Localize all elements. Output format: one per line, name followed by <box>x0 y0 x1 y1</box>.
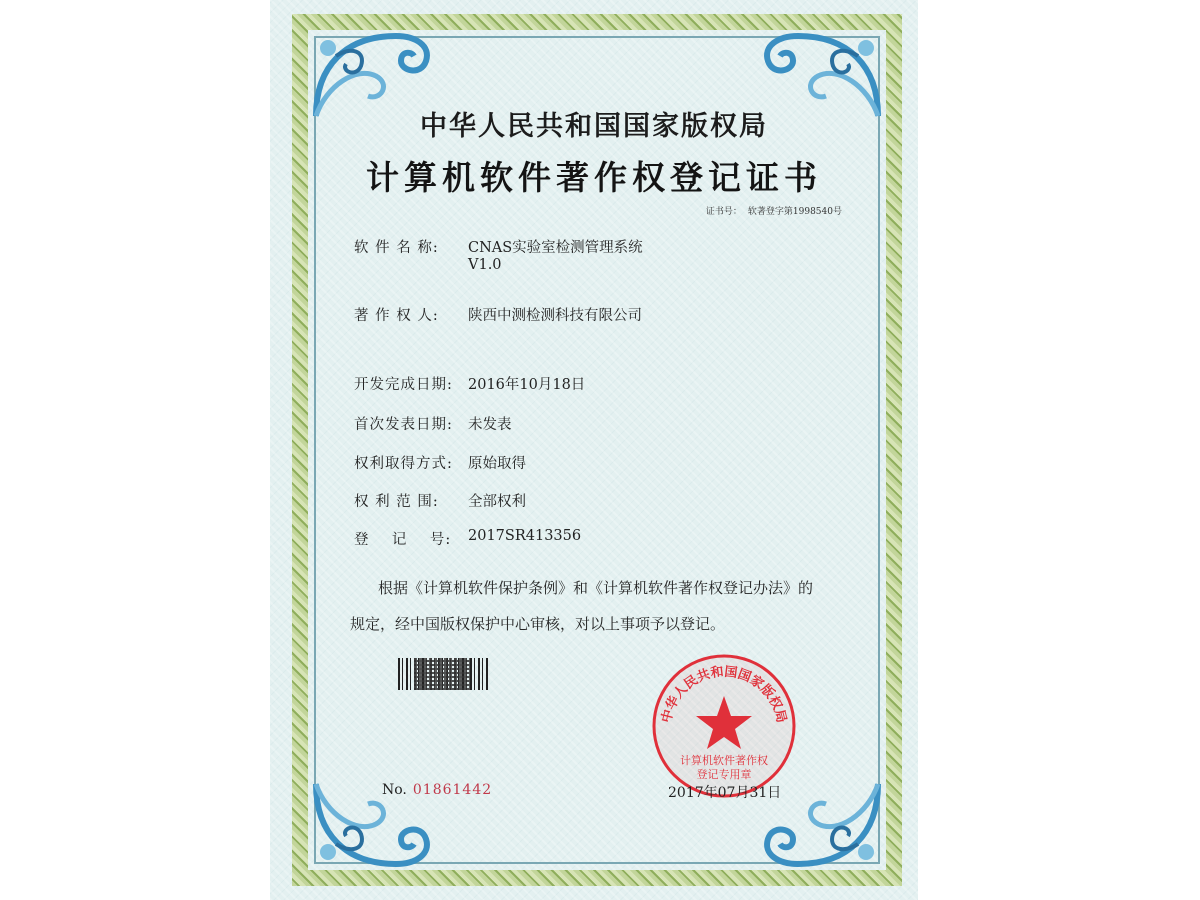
field-acquire-method <box>354 452 526 473</box>
field-label: 权利取得方式: <box>354 456 453 472</box>
seal-ring-text: 中华人民共和国国家版权局 <box>659 664 789 725</box>
certificate-title: 计算机软件著作权登记证书 <box>366 158 822 197</box>
field-value: CNAS实验室检测管理系统 <box>468 240 643 256</box>
certificate-number <box>700 204 842 217</box>
field-value: 原始取得 <box>468 456 526 472</box>
seal-inner-line-1: 计算机软件著作权 <box>680 754 768 767</box>
field-label: 开发完成日期: <box>354 377 453 393</box>
barcode-icon <box>398 658 488 690</box>
field-label: 权 利 范 围: <box>354 494 439 510</box>
serial-label: No. <box>382 782 407 798</box>
field-value-version: V1.0 <box>468 257 502 273</box>
field-rights-scope <box>354 490 526 511</box>
field-value: 未发表 <box>468 417 512 433</box>
field-value-wrap <box>468 236 643 273</box>
field-value: 全部权利 <box>468 494 526 510</box>
seal-inner-line-2: 登记专用章 <box>696 768 752 781</box>
serial-value: 01861442 <box>412 782 493 798</box>
field-publish-date <box>354 413 512 434</box>
field-label: 软 件 名 称: <box>354 240 439 256</box>
field-copyright-owner <box>354 304 642 325</box>
statement-line-1: 根据《计算机软件保护条例》和《计算机软件著作权登记办法》的 <box>378 579 814 597</box>
statement-line-2: 规定，经中国版权保护中心审核，对以上事项予以登记。 <box>350 615 726 633</box>
field-software-name <box>354 236 643 273</box>
official-seal <box>650 652 798 800</box>
field-label: 首次发表日期: <box>354 417 453 433</box>
field-value: 2016年10月18日 <box>468 377 586 393</box>
field-value: 陕西中测检测科技有限公司 <box>468 308 642 324</box>
field-label: 登 记 号: <box>354 532 452 548</box>
issuer-title: 中华人民共和国国家版权局 <box>420 111 768 142</box>
certificate-sheet <box>270 0 918 900</box>
statement-paragraph <box>350 570 870 642</box>
cert-no-value: 软著登字第1998540号 <box>747 207 842 217</box>
field-value: 2017SR413356 <box>468 528 582 544</box>
cert-no-label: 证书号： <box>705 207 742 217</box>
issue-date: 2017年07月31日 <box>668 785 782 801</box>
serial-number <box>382 782 492 798</box>
field-registration-no <box>354 528 581 549</box>
field-label: 著 作 权 人: <box>354 308 439 324</box>
field-dev-date <box>354 373 585 394</box>
